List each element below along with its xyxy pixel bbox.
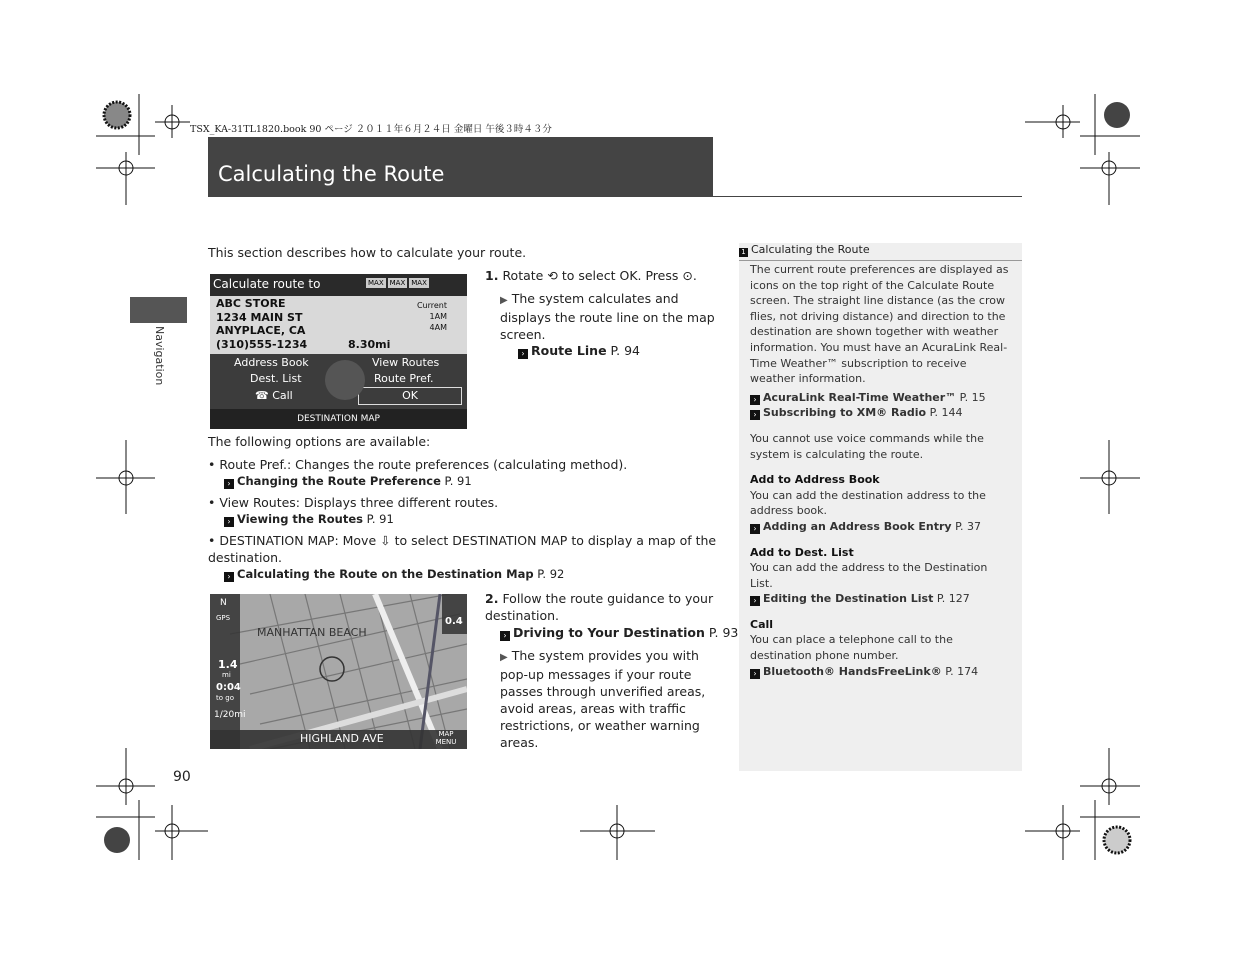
address-line: (310)555-1234 (216, 337, 308, 351)
reference-arrow-icon: › (750, 596, 760, 606)
sidebar-heading: 1 Calculating the Route (739, 243, 1022, 261)
section-label: Navigation (153, 326, 166, 386)
address-line: 1234 MAIN ST (216, 310, 303, 324)
current-street: HIGHLAND AVE (300, 732, 384, 745)
ref-driving-destination[interactable]: › Driving to Your Destination P. 93 (500, 624, 738, 641)
rotate-knob-icon: ⟲ (547, 268, 558, 283)
step-text: Follow the route guidance to your destination. (485, 591, 714, 623)
step-1-result (500, 290, 715, 343)
result-text: The system provides you with pop-up messages if your route passes through unverified areas, avoid areas, areas with traffic restrictions, or weather warning areas. (500, 648, 706, 750)
menu-dest-list[interactable]: Dest. List (250, 372, 302, 385)
sidebar-text (750, 262, 1012, 679)
triangle-icon: ▶ (500, 652, 508, 663)
step-text: . (692, 268, 697, 283)
option-label: Route Pref. (219, 457, 287, 472)
selector-knob-graphic (325, 360, 365, 400)
option-desc: : Displays three different routes. (295, 495, 499, 510)
reference-arrow-icon: › (518, 349, 528, 359)
map-place-label: MANHATTAN BEACH (257, 626, 367, 639)
section-tab (130, 297, 187, 323)
options-intro: The following options are available: (208, 434, 431, 449)
map-screenshot (210, 594, 467, 749)
step-1 (485, 267, 715, 284)
ref-viewing-routes[interactable]: › Viewing the Routes P. 91 (224, 511, 718, 528)
menu-view-routes[interactable]: View Routes (372, 356, 440, 369)
options-list (208, 456, 718, 587)
press-knob-icon: ⊙ (682, 268, 693, 283)
note-paragraph: You can add the address to the Destination List. (750, 561, 988, 590)
menu-route-pref[interactable]: Route Pref. (374, 372, 434, 385)
reference-arrow-icon: › (224, 479, 234, 489)
note-heading: Call (750, 617, 774, 631)
note-paragraph: You can place a telephone call to the destination phone number. (750, 633, 953, 663)
north-indicator: N (220, 598, 227, 608)
menu-address-book[interactable]: Address Book (234, 356, 309, 369)
map-menu-button[interactable]: MAP MENU (435, 730, 457, 746)
weather-1am: 1AM (429, 312, 447, 321)
weather-4am: 4AM (429, 323, 447, 332)
result-text: The system calculates and displays the route line on the map screen. (500, 291, 715, 342)
screen-header: Calculate route to (213, 277, 321, 291)
ref-route-preference[interactable]: › Changing the Route Preference P. 91 (224, 473, 718, 490)
to-go-label: to go (216, 694, 234, 702)
pref-icon-3: MAX (411, 279, 427, 287)
note-paragraph: The current route preferences are displayed as icons on the top right of the Calculate Route screen. The straight line distance (as the crow flies, not driving distance) and direction to the destination are shown together with weather information. You must have an AcuraLink Real-Time Weather™ subscription to receive weather information. (750, 263, 1009, 386)
distance-to-go: 1.4 (218, 658, 238, 671)
ref-dest-list[interactable]: › Editing the Destination List P. 127 (750, 591, 1012, 607)
title-rule (208, 196, 1022, 197)
reference-arrow-icon: › (750, 669, 760, 679)
ref-address-book[interactable]: › Adding an Address Book Entry P. 37 (750, 519, 1012, 535)
ref-destination-map[interactable]: › Calculating the Route on the Destination Map P. 92 (224, 566, 718, 583)
note-marker-icon: 1 (739, 248, 748, 257)
reference-arrow-icon: › (224, 572, 234, 582)
weather-current: Current (416, 301, 447, 310)
print-header-line: TSX_KA-31TL1820.book 90 ページ ２０１１年６月２４日 金曜日 午後３時４３分 (190, 124, 552, 135)
step-2-result (500, 647, 715, 751)
menu-call[interactable]: Call (272, 389, 293, 402)
reference-arrow-icon: › (224, 517, 234, 527)
reference-arrow-icon: › (750, 524, 760, 534)
reference-arrow-icon: › (500, 631, 510, 641)
step-ok: OK (619, 268, 638, 283)
list-item: • View Routes: Displays three different routes. › Viewing the Routes P. 91 (208, 494, 718, 528)
intro-text: This section describes how to calculate your route. (208, 245, 527, 260)
option-desc: : Changes the route preferences (calculating method). (286, 457, 628, 472)
ref-weather[interactable]: › AcuraLink Real-Time Weather™ P. 15 (750, 390, 1012, 406)
step-text: Rotate (502, 268, 544, 283)
step-number: 2. (485, 591, 499, 606)
list-item: • Route Pref.: Changes the route preferences (calculating method). › Changing the Route Preference P. 91 (208, 456, 718, 490)
map-scale: 1/20mi (214, 710, 246, 720)
list-item: • DESTINATION MAP: Move ⇩ to select DESTINATION MAP to display a map of the destination. › Calculating the Route on the Destination Map P. 92 (208, 533, 717, 581)
reference-arrow-icon: › (750, 395, 760, 405)
option-label: DESTINATION MAP (219, 533, 335, 548)
note-heading: Add to Dest. List (750, 545, 854, 559)
calculate-route-screenshot (210, 274, 467, 429)
step-text: . Press (637, 268, 679, 283)
time-to-go: 0:04 (216, 682, 241, 693)
next-turn-distance: 0.4 (445, 616, 463, 627)
ref-xm-radio[interactable]: › Subscribing to XM® Radio P. 144 (750, 405, 1012, 421)
destination-map-label[interactable]: DESTINATION MAP (297, 414, 380, 424)
step-2 (485, 590, 715, 624)
option-label: View Routes (219, 495, 296, 510)
step-text: to select (561, 268, 616, 283)
page-title: Calculating the Route (218, 162, 445, 186)
page-number: 90 (173, 769, 191, 785)
note-paragraph: You cannot use voice commands while the system is calculating the route. (750, 431, 984, 461)
note-paragraph: You can add the destination address to the address book. (750, 488, 986, 518)
distance-readout: 8.30mi (348, 338, 391, 351)
pref-icon-1: MAX (368, 279, 384, 287)
ref-route-line[interactable]: › Route Line P. 94 (518, 342, 640, 359)
triangle-icon: ▶ (500, 295, 508, 306)
ref-handsfreelink[interactable]: › Bluetooth® HandsFreeLink® P. 174 (750, 664, 1012, 680)
address-line: ANYPLACE, CA (216, 324, 306, 337)
phone-icon: ☎ (255, 389, 273, 402)
note-heading: Add to Address Book (750, 473, 880, 487)
step-number: 1. (485, 268, 499, 283)
gps-indicator: GPS (216, 614, 231, 622)
menu-ok[interactable]: OK (358, 387, 462, 405)
move-knob-icon: ⇩ (380, 533, 391, 548)
distance-unit: mi (222, 671, 231, 679)
reference-arrow-icon: › (750, 410, 760, 420)
pref-icon-2: MAX (389, 279, 406, 287)
title-bar (208, 137, 713, 196)
address-line: ABC STORE (216, 297, 286, 310)
